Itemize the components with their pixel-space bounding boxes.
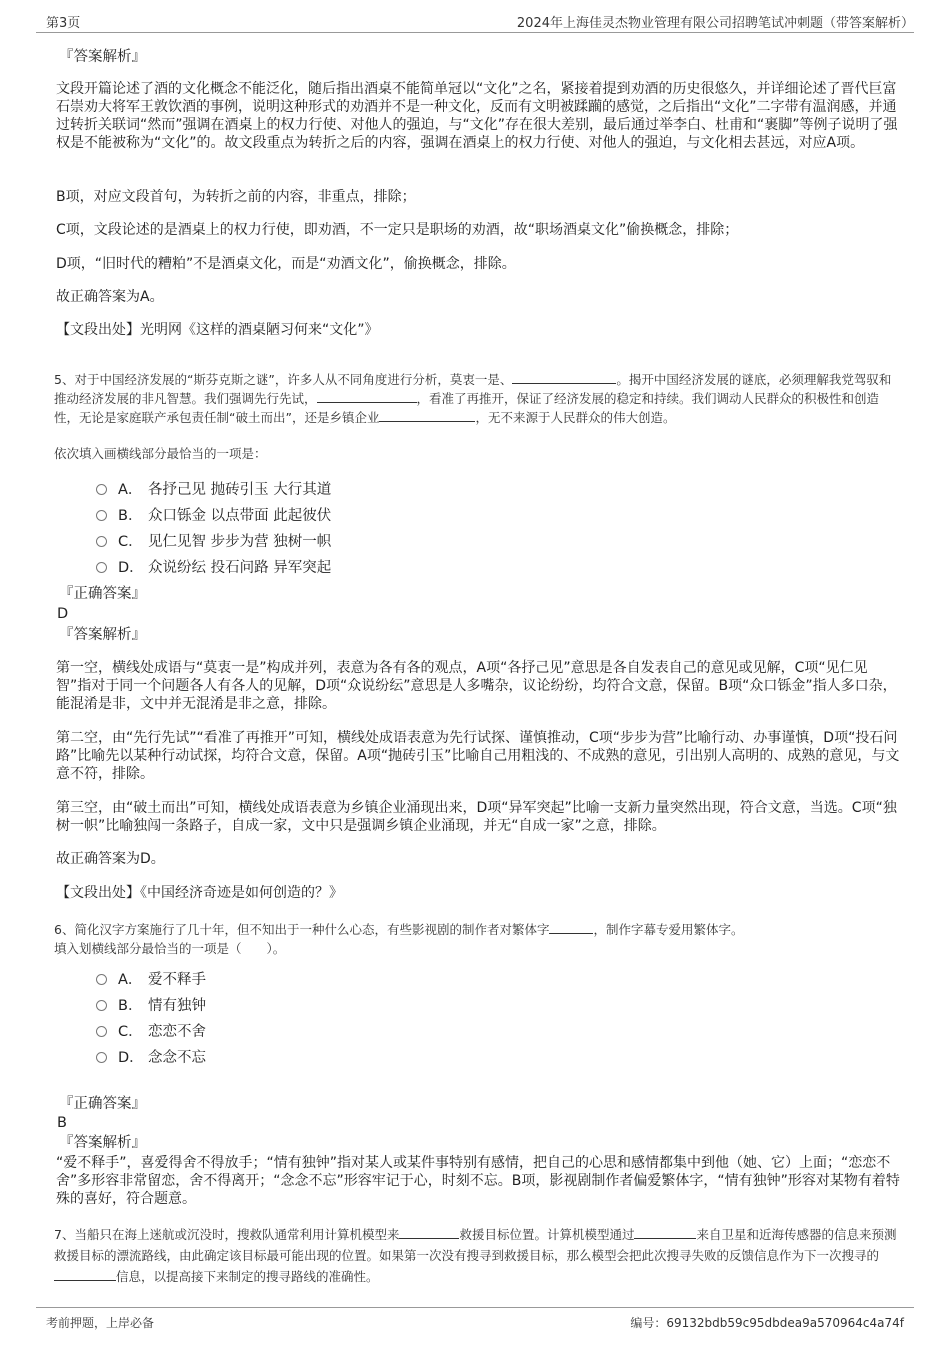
question-7-stem-part: 7、当船只在海上迷航或沉没时，搜救队通常利用计算机模型来: [54, 1227, 400, 1242]
question-7-stem-part: 来自卫星和近海传感器的信息来预测救援目标的漂流路线，由此确定该目标最可能出现的位置。如果第一次没有搜寻到救援目标，那么模型会把此次搜寻失败的反馈信息作为下一次搜寻的: [54, 1227, 897, 1263]
option-text: 众说纷纭 投石问路 异军突起: [148, 559, 332, 576]
analysis-paragraph: 第二空，由“先行先试”“看准了再推开”可知，横线处成语表意为先行试探、谨慎推动，C项“步步为营”比喻行动、办事谨慎，D项“投石问路”比喻先以某种行动试探，均符合文意，保留。A项“抛砖引玉”比喻自己用粗浅的、不成熟的意见，引出别人高明的、成熟的意见，与文意不符，排除。: [56, 730, 900, 782]
question-5-stem-part: ，无不来源于人民群众的伟大创造。: [475, 410, 676, 425]
analysis-paragraph: 第一空，横线处成语与“莫衷一是”构成并列，表意为各有各的观点，A项“各抒己见”意思是各自发表自己的意见或见解，C项“见仁见智”指对于同一个问题各人有各人的见解，D项“众说纷纭”意思是人多嘴杂，议论纷纷，均符合文意，保留。B项“众口铄金”指人多口杂，能混淆是非，文中并无混淆是非之意，排除。: [56, 660, 897, 712]
option-letter: A．: [118, 971, 143, 988]
option-a[interactable]: [96, 965, 206, 991]
question-7-stem-part: 救援目标位置。计算机模型通过: [459, 1227, 635, 1242]
correct-answer: D: [57, 606, 69, 622]
option-text: 恋恋不舍: [148, 1023, 206, 1040]
option-c[interactable]: [96, 527, 331, 553]
question-5-options: [56, 475, 331, 579]
source-citation: 【文段出处】光明网《这样的酒桌陋习何来“文化”》: [56, 322, 379, 338]
answer-blank-2: [634, 1225, 696, 1239]
footer-code-value: 69132bdb59c95dbdea9a570964c4a74f: [666, 1316, 904, 1330]
document-title: 2024年上海佳灵杰物业管理有限公司招聘笔试冲刺题（带答案解析）: [516, 16, 914, 31]
answer-blank: [549, 920, 593, 934]
radio-icon[interactable]: [96, 484, 107, 495]
analysis-paragraph: C项，文段论述的是酒桌上的权力行使，即劝酒，不一定只是职场的劝酒，故“职场酒桌文化”偷换概念，排除；: [56, 222, 739, 238]
option-text: 众口铄金 以点带面 此起彼伏: [148, 507, 332, 524]
radio-icon[interactable]: [96, 1026, 107, 1037]
option-letter: B．: [118, 997, 143, 1014]
option-letter: D．: [118, 1049, 144, 1066]
analysis-label: 『答案解析』: [59, 1135, 146, 1151]
option-text: 爱不释手: [148, 971, 206, 988]
answer-blank-1: [399, 1225, 459, 1239]
analysis-paragraph: 第三空，由“破土而出”可知，横线处成语表意为乡镇企业涌现出来，D项“异军突起”比喻一支新力量突然出现，符合文意，当选。C项“独树一帜”比喻独闯一条路子，自成一家，文中只是强调乡镇企业涌现，并无“自成一家”之意，排除。: [56, 800, 897, 834]
option-d[interactable]: [96, 1043, 206, 1069]
question-7-stem-part: 信息，以提高接下来制定的搜寻路线的准确性。: [116, 1269, 379, 1284]
question-5-stem-part: ，看准了再推开，保证了经济发展的稳定和持续。我们调动人民群众的积极性和创造性，无论是家庭联产承包责任制“破土而出”，还是乡镇企业: [54, 391, 880, 425]
answer-blank-1: [512, 370, 616, 384]
option-text: 见仁见智 步步为营 独树一帜: [148, 533, 332, 550]
correct-answer-label: 『正确答案』: [59, 586, 146, 602]
page-footer: [36, 1307, 914, 1334]
option-text: 各抒己见 抛砖引玉 大行其道: [148, 481, 332, 498]
question-5-prompt: 依次填入画横线部分最恰当的一项是：: [54, 446, 267, 461]
analysis-paragraph: B项，对应文段首句，为转折之前的内容，非重点，排除；: [56, 189, 416, 205]
analysis-paragraph: “爱不释手”，喜爱得舍不得放手；“情有独钟”指对某人或某件事特别有感情，把自己的心思和感情都集中到他（她、它）上面；“恋恋不舍”多形容非常留恋，舍不得离开；“念念不忘”形容牢记于心，时刻不忘。B项，影视剧制作者偏爱繁体字，“情有独钟”形容对某物有着特殊的喜好，符合题意。: [56, 1155, 900, 1207]
question-5-stem-part: 5、对于中国经济发展的“斯芬克斯之谜”，许多人从不同角度进行分析，莫衷一是、: [54, 372, 513, 387]
option-b[interactable]: [96, 991, 206, 1017]
option-c[interactable]: [96, 1017, 206, 1043]
question-6-prompt: 填入划横线部分最恰当的一项是（ ）。: [54, 941, 286, 956]
question-6-stem-part: ，制作字幕专爱用繁体字。: [593, 922, 744, 937]
radio-icon[interactable]: [96, 974, 107, 985]
page-header: [36, 10, 914, 33]
question-6-stem: [54, 920, 900, 939]
option-letter: C．: [118, 1023, 143, 1040]
analysis-conclusion: 故正确答案为D。: [56, 851, 165, 867]
option-letter: B．: [118, 507, 143, 524]
analysis-label: 『答案解析』: [59, 627, 146, 643]
analysis-paragraph: 文段开篇论述了酒的文化概念不能泛化，随后指出酒桌不能简单冠以“文化”之名，紧接着提到劝酒的历史很悠久，并详细论述了晋代巨富石崇劝大将军王敦饮酒的事例，说明这种形式的劝酒并不是一种文化，反而有文明被蹂躏的感觉，之后指出“文化”二字带有温润感，并通过转折关联词“然而”强调在酒桌上的权力行使、对他人的强迫，与“文化”存在很大差别，最后通过举李白、杜甫和“裹脚”等例子说明了强权是不能被称为“文化”的。故文段重点为转折之后的内容，强调在酒桌上的权力行使、对他人的强迫，与文化相去甚远，对应A项。: [56, 81, 898, 151]
option-letter: A．: [118, 481, 143, 498]
page-number: 第3页: [46, 16, 81, 31]
footer-slogan: 考前押题，上岸必备: [46, 1316, 155, 1330]
question-5-stem: [54, 370, 900, 427]
radio-icon[interactable]: [96, 1052, 107, 1063]
option-b[interactable]: [96, 501, 331, 527]
option-a[interactable]: [96, 475, 331, 501]
option-letter: C．: [118, 533, 143, 550]
answer-blank-3: [379, 408, 475, 422]
correct-answer-label: 『正确答案』: [59, 1096, 146, 1112]
radio-icon[interactable]: [96, 562, 107, 573]
radio-icon[interactable]: [96, 1000, 107, 1011]
radio-icon[interactable]: [96, 536, 107, 547]
question-5-stem-part: 。揭开中国经济发展的谜底，必须理解我党驾驭和推动经济发展的非凡智慧。我们强调先行先试，: [54, 372, 892, 406]
option-text: 情有独钟: [148, 997, 206, 1014]
correct-answer: B: [57, 1115, 67, 1131]
footer-code-label: 编号：: [630, 1316, 667, 1330]
option-text: 念念不忘: [148, 1049, 206, 1066]
question-7-stem: [54, 1224, 900, 1287]
analysis-paragraph: D项，“旧时代的糟粕”不是酒桌文化，而是“劝酒文化”，偷换概念，排除。: [56, 256, 516, 272]
source-citation: 【文段出处】《中国经济奇迹是如何创造的？》: [56, 885, 343, 901]
option-letter: D．: [118, 559, 144, 576]
analysis-conclusion: 故正确答案为A。: [56, 289, 164, 305]
answer-blank-3: [54, 1267, 116, 1281]
answer-blank-2: [317, 389, 417, 403]
option-d[interactable]: [96, 553, 331, 579]
analysis-label: 『答案解析』: [59, 49, 146, 65]
question-6-options: [56, 965, 206, 1069]
radio-icon[interactable]: [96, 510, 107, 521]
footer-code: [630, 1314, 904, 1331]
question-6-stem-part: 6、简化汉字方案施行了几十年，但不知出于一种什么心态，有些影视剧的制作者对繁体字: [54, 922, 550, 937]
